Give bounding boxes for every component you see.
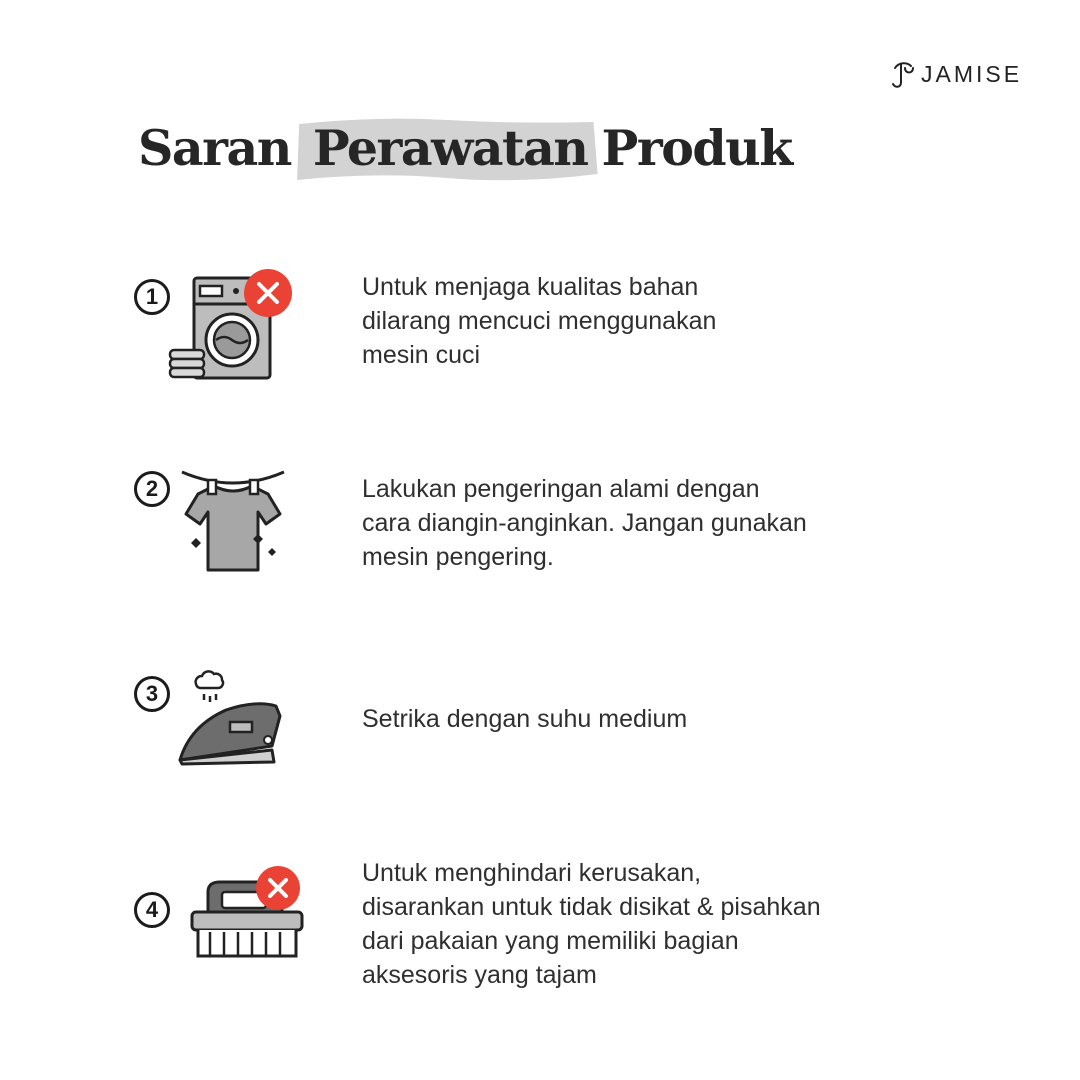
step-number: 4	[134, 892, 170, 928]
step-number: 2	[134, 471, 170, 507]
title-word-2: Perawatan	[312, 119, 588, 177]
description-line: Lakukan pengeringan alami dengan	[362, 475, 760, 503]
page-title	[138, 108, 792, 188]
leaf-logo-icon	[891, 58, 917, 90]
title-word-3: Produk	[601, 119, 792, 177]
brush-prohibited-icon	[190, 862, 306, 962]
description-line: aksesoris yang tajam	[362, 961, 597, 989]
step-description	[362, 472, 807, 574]
description-line: Untuk menjaga kualitas bahan	[362, 273, 699, 301]
steam-iron-icon	[176, 666, 288, 770]
description-line: Setrika dengan suhu medium	[362, 705, 688, 733]
description-line: cara diangin-anginkan. Jangan gunakan	[362, 509, 807, 537]
description-line: mesin pengering.	[362, 543, 554, 571]
tshirt-clothesline-icon	[178, 466, 288, 576]
title-highlight	[305, 119, 594, 177]
step-description	[362, 702, 687, 736]
step-number: 1	[134, 279, 170, 315]
step-number: 3	[134, 676, 170, 712]
description-line: dari pakaian yang memiliki bagian	[362, 927, 739, 955]
title-word-1: Saran	[138, 119, 291, 177]
description-line: mesin cuci	[362, 341, 481, 369]
description-line: disarankan untuk tidak disikat & pisahkan	[362, 893, 821, 921]
brand-name: JAMISE	[921, 60, 1023, 87]
step-description	[362, 856, 821, 992]
brand-logo	[891, 58, 1022, 90]
washing-machine-prohibited-icon	[166, 266, 296, 384]
description-line: Untuk menghindari kerusakan,	[362, 859, 702, 887]
description-line: dilarang mencuci menggunakan	[362, 307, 717, 335]
step-description	[362, 270, 716, 372]
